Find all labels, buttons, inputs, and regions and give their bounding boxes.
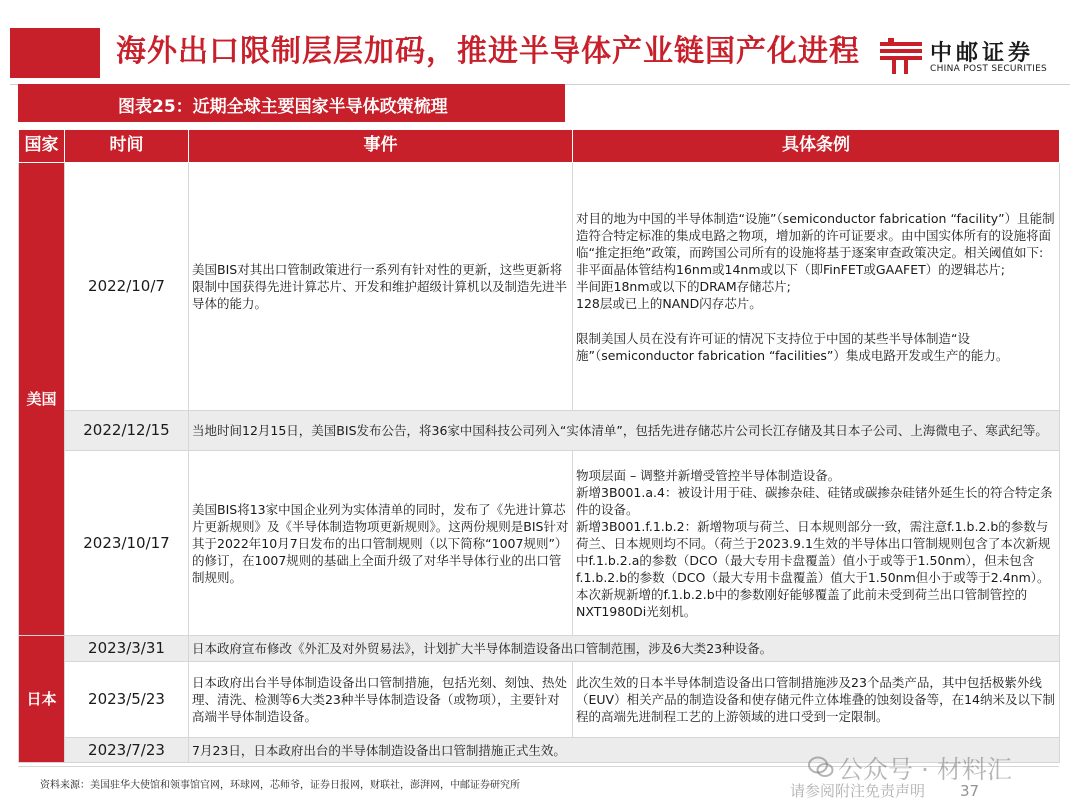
event-cell: 当地时间12月15日，美国BIS发布公告，将36家中国科技公司列入“实体清单”，包括先进存储芯片公司长江存储及其日本子公司、上海微电子、寒武纪等。 [189, 411, 1060, 451]
clause-cell [573, 451, 1060, 636]
table-header-row [19, 130, 1060, 163]
table-title: 图表25：近期全球主要国家半导体政策梳理 [118, 97, 448, 117]
col-header-country: 国家 [19, 130, 65, 163]
table-row [19, 411, 1060, 451]
logo-english-name: CHINA POST SECURITIES [930, 64, 1048, 74]
logo-chinese-name: 中邮证券 [930, 41, 1035, 66]
table-row [19, 636, 1060, 662]
event-cell: 美国BIS将13家中国企业列为实体清单的同时，发布了《先进计算芯片更新规则》及《半导体制造物项更新规则》。这两份规则是BIS针对其于2022年10月7日发布的出口管制规则（以下简称“1007规则”）的修订，在1007规则的基础上全面升级了对华半导体行业的出口管制规则。 [189, 451, 573, 636]
event-cell: 日本政府出台半导体制造设备出口管制措施，包括光刻、刻蚀、热处理、清洗、检测等6大类23种半导体制造设备（或物项），主要针对高端半导体制造设备。 [189, 662, 573, 738]
clause-line: 半间距18nm或以下的DRAM存储芯片; [576, 278, 791, 294]
table-row [19, 451, 1060, 636]
country-cell-us: 美国 [19, 163, 65, 636]
event-cell: 日本政府宣布修改《外汇及对外贸易法》，计划扩大半导体制造设备出口管制范围，涉及6大类23种设备。 [189, 636, 1060, 662]
source-note: 资料来源：美国驻华大使馆和领事馆官网，环球网，芯师爷，证券日报网，财联社，澎湃网，中邮证券研究所 [40, 780, 520, 791]
watermark: 公众号 · 材料汇 [838, 755, 1012, 784]
clause-line: 对目的地为中国的半导体制造“设施”（semiconductor fabrication “facility”）且能制造符合特定标准的集成电路之物项，增加新的许可证要求。由中国实体所有的设施将面临“推定拒绝”政策，而跨国公司所有的设施将基于逐案审查政策决定。相关阈值如下: [576, 210, 1055, 260]
clause-cell: 此次生效的日本半导体制造设备出口管制措施涉及23个品类产品，其中包括极紫外线（EUV）相关产品的制造设备和使存储元件立体堆叠的蚀刻设备等，在14纳米及以下制程的高端先进制程工艺的上游领域的进口受到一定限制。 [573, 662, 1060, 738]
date-cell: 2023/10/17 [65, 451, 189, 636]
event-cell: 7月23日，日本政府出台的半导体制造设备出口管制措施正式生效。 [189, 738, 1060, 763]
date-cell: 2023/5/23 [65, 662, 189, 738]
clause-line: 128层或已上的NAND闪存芯片。 [576, 295, 762, 311]
table-row [19, 662, 1060, 738]
col-header-clause: 具体条例 [573, 130, 1060, 163]
country-cell-jp: 日本 [19, 636, 65, 763]
clause-cell [573, 163, 1060, 411]
col-header-event: 事件 [189, 130, 573, 163]
col-header-date: 时间 [65, 130, 189, 163]
clause-line: 限制美国人员在没有许可证的情况下支持位于中国的某些半导体制造“设施”（semiconductor fabrication “facilities”）集成电路开发或生产的能力。 [576, 330, 1009, 363]
clause-line: 物项层面 – 调整并新增受管控半导体制造设备。 [576, 467, 841, 483]
china-post-logo-icon [878, 38, 924, 76]
table-row [19, 163, 1060, 411]
disclaimer: 请参阅附注免责声明 [790, 782, 926, 800]
page-number: 37 [960, 782, 980, 800]
clause-line: 新增3B001.f.1.b.2：新增物项与荷兰、日本规则部分一致，需注意f.1.b.2.b的参数与荷兰、日本规则均不同。（荷兰于2023.9.1生效的半导体出口管制规则包含了本次新规中f.1.b.2.a的参数（DCO（最大专用卡盘覆盖）值小于或等于1.50nm），但未包含f.1.b.2.b的参数（DCO（最大专用卡盘覆盖）值大于1.50nm但小于或等于2.4nm）。本次新规新增的f.1.b.2.b中的参数刚好能够覆盖了此前未受到荷兰出口管制管控的NXT1980Di光刻机。 [576, 518, 1051, 619]
clause-line: 新增3B001.a.4：被设计用于硅、碳掺杂硅、硅锗或碳掺杂硅锗外延生长的符合特定条件的设备。 [576, 484, 1053, 517]
page-title: 海外出口限制层层加码，推进半导体产业链国产化进程 [116, 34, 860, 69]
clause-line: 非平面晶体管结构16nm或14nm或以下（即FinFET或GAAFET）的逻辑芯片; [576, 261, 1005, 277]
policy-table [18, 129, 1060, 763]
title-accent-block [10, 28, 100, 78]
date-cell: 2023/7/23 [65, 738, 189, 763]
wechat-icon [808, 756, 834, 778]
date-cell: 2022/10/7 [65, 163, 189, 411]
date-cell: 2022/12/15 [65, 411, 189, 451]
company-logo [878, 36, 1068, 80]
table-title-bar [18, 84, 565, 122]
date-cell: 2023/3/31 [65, 636, 189, 662]
event-cell: 美国BIS对其出口管制政策进行一系列有针对性的更新，这些更新将限制中国获得先进计算芯片、开发和维护超级计算机以及制造先进半导体的能力。 [189, 163, 573, 411]
